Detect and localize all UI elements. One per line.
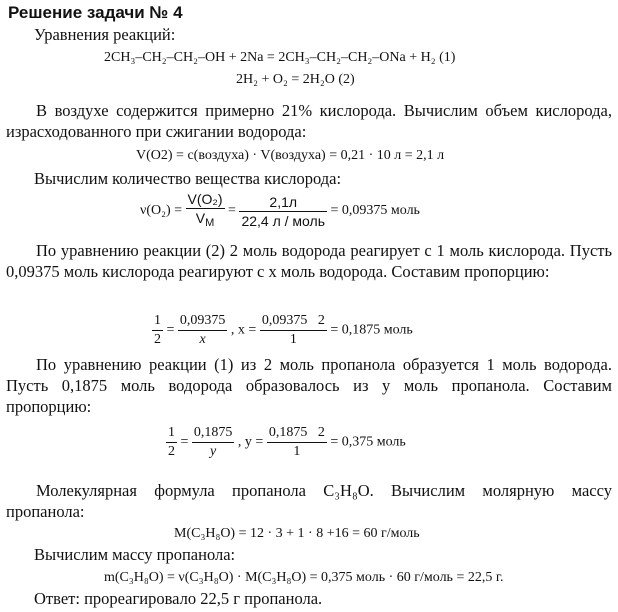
equals-sign: = bbox=[228, 203, 236, 219]
paragraph-propanol-mass: Вычислим массу пропанола: bbox=[34, 545, 236, 564]
formula-result: = 0,09375 моль bbox=[330, 203, 420, 219]
paragraph-proportion-propanol: По уравнению реакции (1) из 2 моль пропанола образуется 1 моль водорода. Пусть 0,1875 моль водорода образовалось из y моль пропанола. Составим пропорцию: bbox=[6, 355, 612, 416]
equals-sign: = bbox=[166, 322, 175, 338]
fraction-volume-over-molar bbox=[186, 190, 225, 232]
formula-oxygen-amount bbox=[140, 190, 420, 232]
equals-sign: = bbox=[180, 434, 189, 450]
page-title: Решение задачи № 4 bbox=[8, 3, 183, 22]
fraction-numerator: 1 bbox=[152, 312, 163, 331]
formula-result: = 0,1875 моль bbox=[330, 322, 413, 338]
paragraph-oxygen-amount: Вычислим количество вещества кислорода: bbox=[34, 169, 342, 188]
formula-separator: , y = bbox=[237, 434, 264, 450]
fraction-one-half bbox=[166, 424, 177, 461]
reaction-1: 2CH₃–CH₂–CH₂–OH + 2Na = 2CH₃–CH₂–CH₂–ONa + H₂ (1) bbox=[104, 50, 456, 65]
fraction-values bbox=[239, 193, 327, 230]
fraction-numerator: 0,09375 bbox=[178, 312, 228, 331]
formula-oxygen-volume: V(O2) = c(воздуха) · V(воздуха) = 0,21 · 10 л = 2,1 л bbox=[136, 148, 445, 163]
fraction-numerator: 1 bbox=[166, 424, 177, 443]
fraction-denominator: x bbox=[199, 332, 206, 347]
fraction-hydrogen-over-y bbox=[192, 424, 235, 461]
formula-propanol-mass: m(C₃H₈O) = ν(C₃H₈O) · M(C₃H₈O) = 0,375 моль · 60 г/моль = 22,5 г. bbox=[104, 570, 504, 585]
fraction-denominator: 2 bbox=[168, 444, 175, 459]
fraction-numerator: V(O₂) bbox=[187, 191, 223, 207]
equations-heading: Уравнения реакций: bbox=[34, 25, 176, 44]
formula-separator: , x = bbox=[230, 322, 257, 338]
fraction-denominator: 22,4 л / моль bbox=[241, 212, 325, 229]
fraction-one-half bbox=[152, 312, 163, 349]
answer-line: Ответ: прореагировало 22,5 г пропанола. bbox=[34, 589, 323, 608]
fraction-numerator: 0,09375 2 bbox=[260, 312, 327, 331]
fraction-denominator: 1 bbox=[293, 444, 301, 459]
reaction-2: 2H₂ + O₂ = 2H₂O (2) bbox=[236, 72, 355, 87]
fraction-oxygen-over-x bbox=[178, 312, 228, 349]
fraction-numerator: 0,1875 2 bbox=[267, 424, 327, 443]
fraction-denominator: 1 bbox=[289, 332, 297, 347]
fraction-y-solution bbox=[267, 424, 327, 461]
paragraph-molar-mass: Молекулярная формула пропанола C₃H₈O. Вычислим молярную массу пропанола: bbox=[6, 481, 612, 521]
paragraph-oxygen-volume: В воздухе содержится примерно 21% кислорода. Вычислим объем кислорода, израсходованного при сжигании водорода: bbox=[6, 101, 612, 141]
fraction-numerator: 2,1л bbox=[239, 193, 327, 212]
formula-result: = 0,375 моль bbox=[330, 434, 406, 450]
formula-proportion-x bbox=[152, 312, 413, 349]
formula-proportion-y bbox=[166, 424, 406, 461]
fraction-x-solution bbox=[260, 312, 327, 349]
fraction-numerator: 0,1875 bbox=[192, 424, 235, 443]
formula-molar-mass: M(C₃H₈O) = 12 · 3 + 1 · 8 +16 = 60 г/моль bbox=[174, 526, 420, 541]
fraction-denominator: 2 bbox=[154, 332, 161, 347]
paragraph-proportion-hydrogen: По уравнению реакции (2) 2 моль водорода реагирует с 1 моль кислорода. Пусть 0,09375 моль кислорода реагируют с x моль водорода. Составим пропорцию: bbox=[6, 241, 612, 281]
fraction-denominator: $V_M$ bbox=[195, 210, 215, 229]
fraction-denominator: y bbox=[210, 444, 217, 459]
formula-lhs: ν(O₂) = bbox=[140, 203, 183, 219]
